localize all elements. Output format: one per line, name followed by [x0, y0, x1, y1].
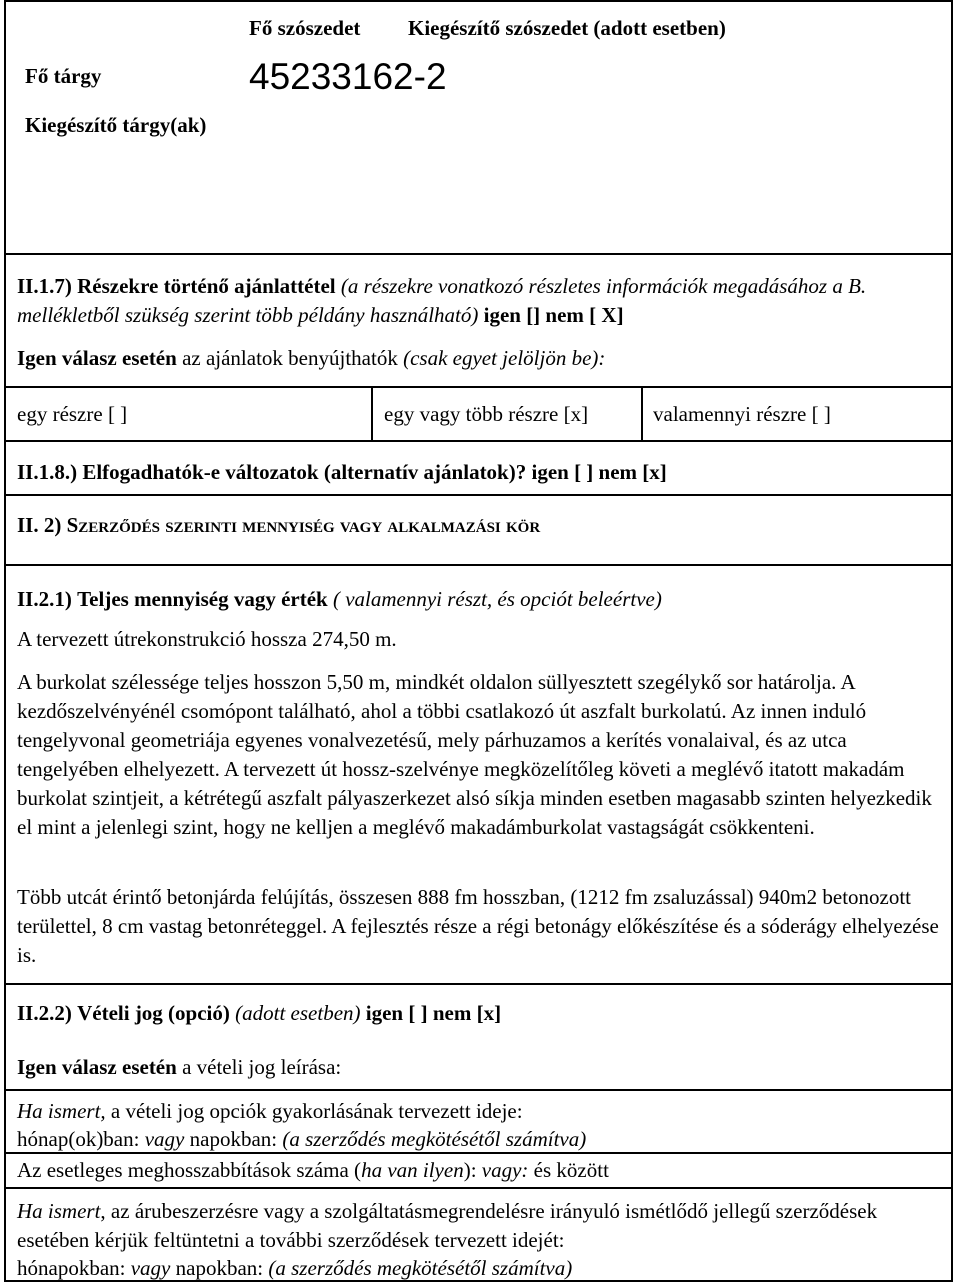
- divider: [4, 253, 953, 255]
- main-object-label: Fő tárgy: [25, 64, 102, 88]
- section-221-para1: A tervezett útrekonstrukció hossza 274,50 m.: [17, 627, 397, 651]
- divider: [4, 494, 953, 496]
- option-all-parts: valamennyi részre [ ]: [653, 402, 831, 426]
- option-time-line1: Ha ismert, a vételi jog opciók gyakorlásának tervezett ideje:: [17, 1099, 523, 1123]
- divider: [4, 1089, 953, 1091]
- option-one-part: egy részre [ ]: [17, 402, 128, 426]
- divider: [4, 983, 953, 985]
- section-118: II.1.8.) Elfogadhatók-e változatok (alternatív ajánlatok)? igen [ ] nem [x]: [17, 460, 667, 484]
- recurring-contracts-text: Ha ismert, az árubeszerzésre vagy a szolgáltatásmegrendelésre irányuló ismétlődő jellegű szerződések esetében kérjük feltüntetni a további szerződések tervezett idejét:: [17, 1199, 878, 1252]
- main-cpv-code: 45233162-2: [249, 56, 447, 97]
- section-221-para3: Több utcát érintő betonjárda felújítás, összesen 888 fm hosszban, (1212 fm zsaluzással) 940m2 betonozott területtel, 8 cm vastag betonréteggel. A fejlesztés része a régi betonágy előkészítése és a sóderágy elhelyezése is.: [17, 885, 939, 967]
- section-117-ifyes: Igen válasz esetén az ajánlatok benyújthatók (csak egyet jelöljön be):: [17, 346, 606, 370]
- section-117-heading: II.1.7) Részekre történő ajánlattétel (a részekre vonatkozó részletes információk megadásához a B. mellékletből szükség szerint több példány használható) igen [] nem [ X]: [17, 274, 867, 327]
- section-222-ifyes: Igen válasz esetén a vételi jog leírása:: [17, 1055, 342, 1079]
- section-221-heading: II.2.1) Teljes mennyiség vagy érték ( valamennyi részt, és opciót beleértve): [17, 587, 662, 611]
- option-time-line2: hónap(ok)ban: vagy napokban: (a szerződés megkötésétől számítva): [17, 1127, 587, 1151]
- section-22-heading: II. 2) Szerződés szerinti mennyiség vagy alkalmazási kör: [17, 513, 541, 537]
- divider: [4, 1152, 953, 1154]
- col-main-heading: Fő szószedet: [249, 16, 361, 40]
- divider: [4, 564, 953, 566]
- extensions-line: Az esetleges meghosszabbítások száma (ha van ilyen): vagy: és között: [17, 1158, 609, 1182]
- section-221-para2: A burkolat szélessége teljes hosszon 5,50 m, mindkét oldalon süllyesztett szegélykő sor határolja. A kezdőszelvényénél csomópont található, ahol a többi csatlakozó út aszfalt burkolatú. Az innen induló tengelyvonal geometriája egyenes vonalvezetésű, mely párhuzamos a kerítés vonalaival, és az utca tengelyében elhelyezett. A tervezett út hossz-szelvénye megközelítőleg követi a meglévő itatott makadám burkolat szintjeit, a kétrétegű aszfalt pályaszerkezet alsó síkja minden esetben magasabb szinten helyezkedik el mint a jelenlegi szint, hogy ne kelljen a meglévő makadámburkolat vastagságát csökkenteni.: [17, 670, 932, 839]
- col-extra-heading: Kiegészítő szószedet (adott esetben): [408, 16, 726, 40]
- recurring-contracts-time: hónapokban: vagy napokban: (a szerződés megkötésétől számítva): [17, 1256, 573, 1280]
- divider: [4, 386, 953, 388]
- section-222-heading: II.2.2) Vételi jog (opció) (adott esetben) igen [ ] nem [x]: [17, 1001, 502, 1025]
- divider: [641, 388, 643, 440]
- option-several-parts: egy vagy több részre [x]: [384, 402, 589, 426]
- divider: [4, 440, 953, 442]
- divider: [371, 388, 373, 440]
- divider: [4, 1187, 953, 1189]
- extra-object-label: Kiegészítő tárgy(ak): [25, 113, 207, 137]
